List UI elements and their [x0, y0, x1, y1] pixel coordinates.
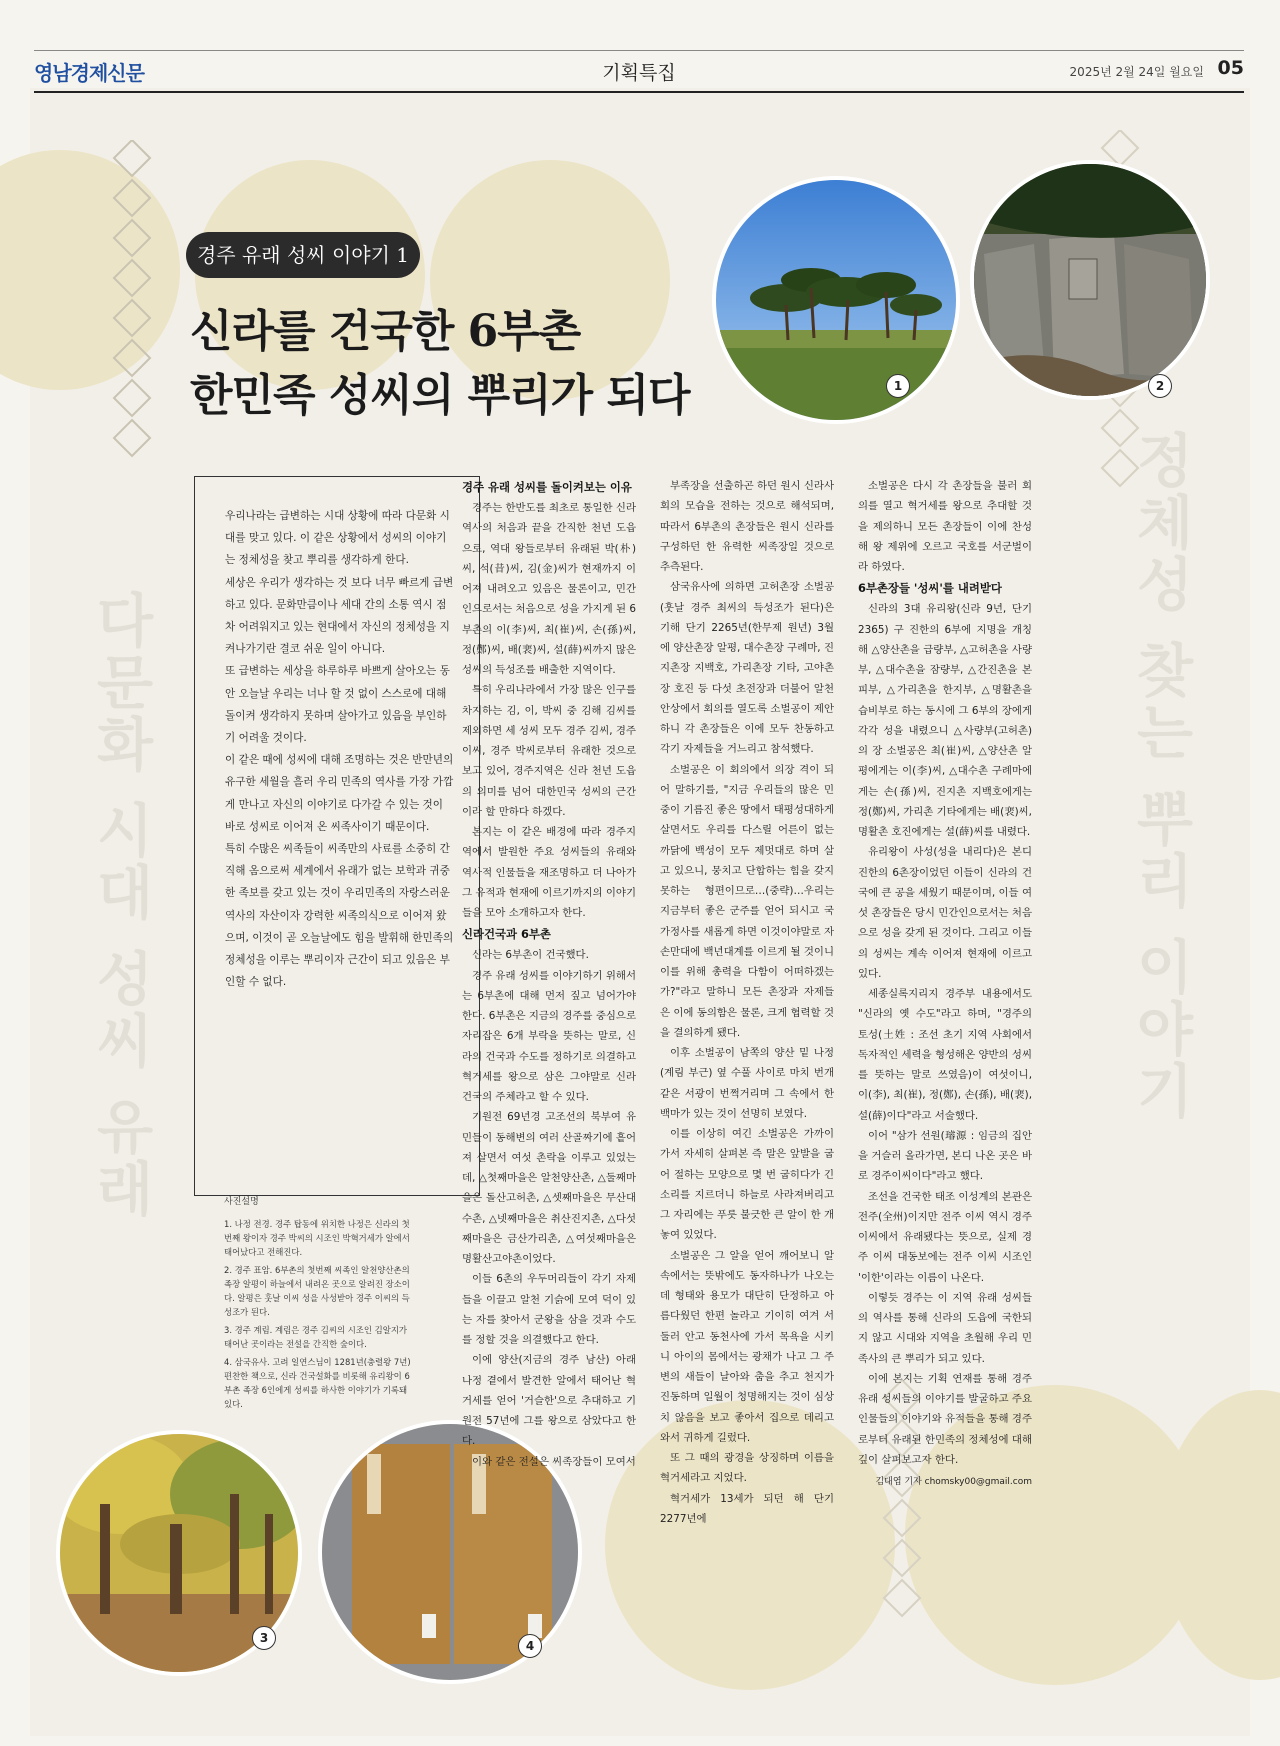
article-paragraph: 유리왕이 사성(성을 내리다)은 본디 진한의 6촌장이었던 이들이 신라의 건국에 큰 공을 세웠기 때문이며, 이들 여섯 촌장들은 당시 민간인으로서는 처음으로 성을 갖게 된 것이다. 그리고 이들의 성씨는 계속 이어져 현재에 이르고 있다.: [858, 846, 1032, 980]
article-paragraph: 조선을 건국한 태조 이성계의 본관은 전주(全州)이지만 전주 이씨 역시 경주 이씨에서 유래됐다는 뜻으로, 실제 경주 이씨 대동보에는 전주 이씨 시조인 '이한'이라는 이름이 나온다.: [858, 1190, 1032, 1284]
article-paragraph: 소벌공은 이 회의에서 의장 격이 되어 말하기를, "지금 우리들의 많은 민중이 기름진 좋은 땅에서 태평성대하게 살면서도 우리를 다스릴 어른이 없는 까닭에 백성이 모두 제멋대로 하며 살고 있으니, 뭉치고 단합하는 힘을 갖지 못하는 형편이므로…(중략)…우리는 지금부터 좋은 군주를 얻어 되시고 국가정사를 새롭게 하면 이것이야말로 자손만대에 백년대계를 이르게 될 것이니 이를 위해 총력을 다함이 어떠하겠는가?"라고 말하니 모든 촌장과 자제들은 이에 동의함은 물론, 크게 협력할 것을 결의하게 됐다.: [660, 763, 834, 1039]
article-paragraph: 경주는 한반도를 최초로 통일한 신라 역사의 처음과 끝을 간직한 천년 도읍으로, 역대 왕들로부터 유래된 박(朴)씨, 석(昔)씨, 김(金)씨가 현재까지 이어져 내려오고 있음은 물론이고, 민간인으로서는 처음으로 성을 가지게 된 6부촌의 이(李)씨, 최(崔)씨, 손(孫)씨, 정(鄭)씨, 배(裵)씨, 설(薛)씨까지 많은 성씨의 득성조를 배출한 지역이다.: [462, 502, 636, 676]
photo-captions: [224, 1195, 414, 1415]
article-paragraph: 이어 "삼가 선원(璿源 : 임금의 집안을 거슬러 올라가면, 본디 나온 곳은 바로 경주이씨이다"라고 했다.: [858, 1129, 1032, 1183]
series-label: 경주 유래 성씨 이야기 1: [186, 232, 420, 278]
article-paragraph: 신라는 6부촌이 건국했다.: [472, 949, 589, 962]
captions-title: 사진설명: [224, 1197, 259, 1207]
article-paragraph: 경주 유래 성씨를 이야기하기 위해서는 6부촌에 대해 먼저 짚고 넘어가야 한다. 6부촌은 지금의 경주를 중심으로 자리잡은 6개 부락을 뜻하는 말로, 신라의 건국과 수도를 정하기로 의결하고 혁거세를 왕으로 삼은 그야말로 신라 건국의 주체라고 할 수 있다.: [462, 969, 636, 1103]
photo-pyoam[interactable]: [970, 160, 1210, 400]
article-paragraph: 이에 양산(지금의 경주 남산) 아래 나정 곁에서 발견한 알에서 태어난 혁거세를 얻어 '거슬한'으로 추대하고 기원전 57년에 그를 왕으로 삼았다고 한다.: [462, 1354, 636, 1448]
article-paragraph: 기원전 69년경 고조선의 북부여 유민들이 동해변의 여러 산골짜기에 흩어져 살면서 여섯 촌락을 이루고 있었는데, △첫째마을은 알천양산촌, △둘째마을은 돌산고허촌, △셋째마을은 무산대수촌, △넷째마을은 취산진지촌, △다섯째마을은 금산가리촌, △여섯째마을은 명활산고야촌이었다.: [462, 1111, 636, 1265]
article-paragraph: 이를 이상히 여긴 소벌공은 가까이 가서 자세히 살펴본 즉 말은 앞발을 굽어 절하는 모양으로 몇 번 굽히다가 긴 소리를 지르더니 하늘로 사라져버리고 그 자리에는 푸릇 불긋한 큰 알이 한 개 놓여 있었다.: [660, 1128, 834, 1242]
newspaper-logo[interactable]: 영남경제신문: [34, 61, 144, 85]
page-number: 05: [1217, 57, 1244, 79]
article-paragraph: 삼국유사에 의하면 고허촌장 소벌공(훗날 경주 최씨의 득성조가 된다)은 기해 단기 2265년(한무제 원년) 3월에 양산촌장 알평, 대수촌장 구례마, 진지촌장 지백호, 가리촌장 기타, 고야촌장 호진 등 다섯 초전장과 더불어 알천안상에서 회의를 열도록 소벌공이 제안하니 각 촌장들은 이에 모두 찬동하고 각기 자제들을 거느리고 참석했다.: [660, 581, 834, 756]
intro-paragraph: 세상은 우리가 생각하는 것 보다 너무 빠르게 급변하고 있다. 문화만큼이나 세대 간의 소통 역시 점차 어려워지고 있는 현대에서 자신의 정체성을 지켜나가기란 결코 쉬운 일이 아니다.: [225, 576, 454, 656]
byline: 김대엽 기자 chomsky00@gmail.com: [875, 1477, 1032, 1487]
article-column-2: [660, 476, 834, 1529]
article-paragraph: 이렇듯 경주는 이 지역 유래 성씨들의 역사를 통해 신라의 도읍에 국한되지 않고 시대와 지역을 초월해 우리 민족사의 큰 뿌리가 되고 있다.: [858, 1291, 1032, 1365]
page-header: [34, 50, 1244, 93]
intro-box: [194, 476, 480, 1196]
lattice-ornament-left: [110, 140, 154, 480]
caption-item: 2. 경주 표암. 6부촌의 첫번째 씨족인 알천양산촌의 족장 알평이 하늘에서 내려온 곳으로 알려진 장소이다. 알평은 훗날 이씨 성을 사성받아 경주 이씨의 득성조가 된다.: [224, 1265, 410, 1317]
photo-number-2: 2: [1148, 374, 1172, 398]
intro-paragraph: 이 같은 때에 성씨에 대해 조명하는 것은 반만년의 유구한 세월을 흘러 우리 민족의 역사를 가장 가깝게 만나고 자신의 이야기로 다가갈 수 있는 것이 바로 성씨로 이어져 온 씨족사이기 때문이다.: [225, 754, 454, 833]
article-paragraph: 특히 우리나라에서 가장 많은 인구를 차지하는 김, 이, 박씨 중 김해 김씨를 제외하면 세 성씨 모두 경주 김씨, 경주 이씨, 경주 박씨로부터 유래한 것으로 보고 있어, 경주지역은 신라 천년 도읍의 의미를 넘어 대한민국 성씨의 근간이라 할 만하다 하겠다.: [462, 684, 636, 818]
issue-date: 2025년 2월 24일 월요일: [1069, 65, 1204, 79]
section-title: 기획특집: [602, 62, 676, 84]
intro-paragraph: 또 급변하는 세상을 하루하루 바쁘게 살아오는 동안 오늘날 우리는 너나 할 것 없이 스스로에 대해 돌이켜 생각하지 못하며 살아가고 있음을 부인하기 어려울 것이다.: [225, 665, 450, 745]
article-paragraph: 이에 본지는 기획 연재를 통해 경주 유래 성씨들의 이야기를 발굴하고 주요 인물들의 이야기와 유적들을 통해 경주로부터 유래된 한민족의 정체성에 대해 깊이 살펴보고자 한다.: [858, 1372, 1032, 1466]
caption-item: 1. 나정 전경. 경주 탑동에 위치한 나정은 신라의 첫번째 왕이자 경주 박씨의 시조인 박혁거세가 알에서 태어났다고 전해진다.: [224, 1219, 410, 1257]
article-paragraph: 소벌공은 그 알을 얻어 깨어보니 알 속에서는 뜻밖에도 동자하나가 나오는데 형태와 용모가 대단히 단정하고 아름다웠던 한편 놀라고 기이히 여겨 서둘러 안고 동천사에 가서 목욕을 시키니 아이의 몸에서는 광채가 나고 그 주변의 새들이 날아와 춤을 추고 천지가 진동하며 일월이 청명해지는 것이 심상치 않음을 보고 좋아서 집으로 데리고 와서 귀하게 길렀다.: [660, 1249, 834, 1444]
headline-line-1: 신라를 건국한 6부촌: [190, 306, 581, 357]
photo-number-1: 1: [886, 374, 910, 398]
intro-paragraph: 특히 수많은 씨족들이 씨족만의 사료를 소중히 간직해 옴으로써 세계에서 유래가 없는 보학과 귀중한 족보를 갖고 있는 것이 우리민족의 자랑스러운 역사의 자산이자 강력한 씨족의식으로 이어져 왔으며, 이것이 곧 오늘날에도 힘을 발휘해 한민족의 정체성을 이루는 뿌리이자 근간이 되고 있음은 부인할 수 없다.: [225, 843, 454, 989]
photo-number-4: 4: [518, 1634, 542, 1658]
article-paragraph: 또 그 때의 광경을 상징하며 이름을 혁거세라고 지었다.: [660, 1452, 834, 1485]
article-subheading: 6부촌장들 '성씨'를 내려받다: [858, 581, 1002, 596]
caption-item: 4. 삼국유사. 고려 일연스님이 1281년(충렬왕 7년) 편찬한 책으로, 신라 건국설화를 비롯해 유리왕이 6부촌 족장 6인에게 성씨를 하사한 이야기가 기록돼있다.: [224, 1357, 411, 1409]
watermark-right: 정체성 찾는 뿌리 이야기: [1126, 430, 1194, 1123]
article-paragraph: 이와 같은 전설은 씨족장들이 모여서: [472, 1455, 636, 1468]
article-paragraph: 부족장을 선출하곤 하던 원시 신라사회의 모습을 전하는 것으로 해석되며, 따라서 6부촌의 촌장들은 원시 신라를 구성하던 한 유력한 씨족장일 것으로 추측된다.: [660, 480, 834, 573]
article-paragraph: 이후 소벌공이 남쪽의 양산 밑 나정(계림 부근) 옆 수풀 사이로 마치 번개 같은 서광이 번쩍거리며 그 속에서 한 백마가 있는 것이 선명히 보였다.: [660, 1047, 834, 1120]
headline: [190, 300, 690, 428]
article-subheading: 경주 유래 성씨를 돌이켜보는 이유: [462, 480, 632, 494]
photo-najeong[interactable]: [712, 176, 960, 424]
intro-paragraph: 우리나라는 급변하는 시대 상황에 따라 다문화 시대를 맞고 있다. 이 같은 상황에서 성씨의 이야기는 정체성을 찾고 뿌리를 생각하게 한다.: [225, 510, 450, 567]
article-paragraph: 세종실록지리지 경주부 내용에서도 "신라의 옛 수도"라고 하며, "경주의 토성(土姓 : 조선 초기 지역 사회에서 독자적인 세력을 형성해온 양반의 성씨를 뜻하는 말로 쓰였음)이 여섯이니, 이(李), 최(崔), 정(鄭), 손(孫), 배(裵), 설(薛)이다"라고 서술했다.: [858, 988, 1032, 1122]
article-column-1: [462, 476, 636, 1472]
article-paragraph: 신라의 3대 유리왕(신라 9년, 단기 2365) 구 진한의 6부에 지명을 개칭해 △양산촌을 급량부, △고허촌을 사량부, △대수촌을 잠량부, △간진촌을 본피부, △가리촌을 한지부, △명활촌을 습비부로 하는 동시에 그 6부의 장에게 각각 성을 내렸으니 △사량부(고허촌)의 장 소벌공은 최(崔)씨, △양산촌 알평에게는 이(李)씨, △대수촌 구례마에게는 손(孫)씨, 진지촌 지백호에게는 정(鄭)씨, 가리촌 기타에게는 배(裵)씨, 명활촌 호진에게는 설(薛)씨를 내렸다.: [858, 603, 1032, 838]
watermark-left: 다문화 시대 성씨 유래: [86, 590, 154, 1221]
article-subheading: 신라건국과 6부촌: [462, 927, 551, 942]
article-paragraph: 혁거세가 13세가 되던 해 단기 2277년에: [660, 1492, 834, 1525]
photo-number-3: 3: [252, 1626, 276, 1650]
caption-item: 3. 경주 계림. 계림은 경주 김씨의 시조인 김알지가 태어난 곳이라는 전설을 간직한 숲이다.: [224, 1325, 408, 1349]
article-column-3: [858, 476, 1032, 1492]
article-paragraph: 본지는 이 같은 배경에 따라 경주지역에서 발원한 주요 성씨들의 유래와 역사적 인물들을 재조명하고 더 나아가 그 유적과 현재에 이르기까지의 이야기들을 모아 소개하고자 한다.: [462, 826, 636, 919]
headline-line-2: 한민족 성씨의 뿌리가 되다: [190, 370, 690, 421]
article-paragraph: 이들 6촌의 우두머리들이 각기 자제들을 이끌고 알천 기슭에 모여 덕이 있는 자를 찾아서 군왕을 삼을 것과 수도를 정할 것을 의결했다고 한다.: [462, 1273, 636, 1346]
article-paragraph: 소벌공은 다시 각 촌장들을 불러 회의를 열고 혁거세를 왕으로 추대할 것을 제의하니 모든 촌장들이 이에 찬성해 왕 제위에 오르고 국호를 서군벌이라 하였다.: [858, 480, 1032, 573]
